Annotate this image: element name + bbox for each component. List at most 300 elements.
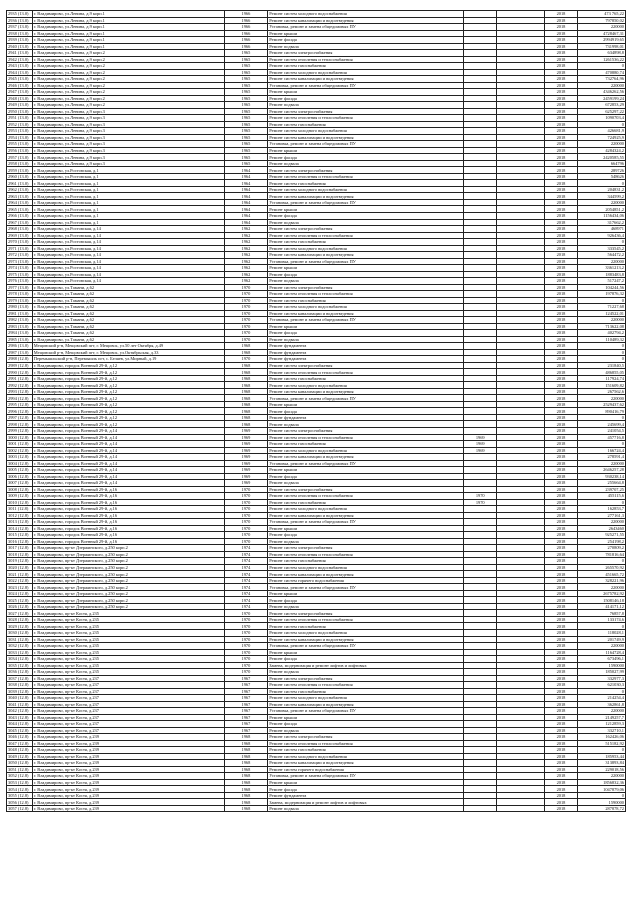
address-cell: г. Владимирово, ул.Ростовская, д.1 bbox=[32, 193, 224, 200]
work-type-cell: Ремонт систем канализации и водоотведения bbox=[268, 760, 464, 767]
row-number-cell: 3015 (12.8) bbox=[7, 532, 33, 539]
row-number-cell: 3020 (12.8) bbox=[7, 564, 33, 571]
work-type-cell: Ремонт подвала bbox=[268, 421, 464, 428]
build-year-cell: 1970 bbox=[224, 317, 268, 324]
row-number-cell: 3003 (12.8) bbox=[7, 454, 33, 461]
address-cell: г. Владимирово, ул.Тамани, д.62 bbox=[32, 317, 224, 324]
document-page bbox=[6, 10, 626, 812]
cost-cell: 197876,32 bbox=[577, 291, 625, 298]
cost-cell: 732764,96 bbox=[577, 76, 625, 83]
address-cell: г. Владимирово, пр-кт Костя, д.239 bbox=[32, 773, 224, 780]
work-type-cell: Ремонт крыши bbox=[268, 323, 464, 330]
plan-year-cell: 2018 bbox=[545, 50, 578, 57]
address-cell: г. Владимирово, городок Военный 29-й, д.16 bbox=[32, 486, 224, 493]
plan-year-cell: 2018 bbox=[545, 753, 578, 760]
work-type-cell: Установка, ремонт и замена общедомовых ПУ bbox=[268, 460, 464, 467]
build-year-cell: 1969 bbox=[224, 480, 268, 487]
work-type-cell: Ремонт систем холодного водоснабжения bbox=[268, 186, 464, 193]
plan-year-cell: 2018 bbox=[545, 675, 578, 682]
address-cell: г. Владимирово, ул.Ленина, д.9 корп.3 bbox=[32, 115, 224, 122]
build-year-cell: 1968 bbox=[224, 408, 268, 415]
row-number-cell: 3009 (12.8) bbox=[7, 493, 33, 500]
work-type-cell: Ремонт подвала bbox=[268, 102, 464, 109]
work-type-cell: Ремонт систем газоснабжения bbox=[268, 623, 464, 630]
plan-year-cell: 2018 bbox=[545, 460, 578, 467]
plan-year-cell: 2018 bbox=[545, 805, 578, 812]
build-year-cell: 1974 bbox=[224, 545, 268, 552]
cost-cell: 0 bbox=[577, 499, 625, 506]
work-type-cell: Установка, ремонт и замена общедомовых ПУ bbox=[268, 708, 464, 715]
plan-year-cell: 2018 bbox=[545, 108, 578, 115]
work-type-cell: Ремонт крыши bbox=[268, 30, 464, 37]
plan-year-cell: 2018 bbox=[545, 786, 578, 793]
build-year-cell: 1964 bbox=[224, 193, 268, 200]
cost-cell: 402794,2 bbox=[577, 330, 625, 337]
plan-year-cell: 2018 bbox=[545, 499, 578, 506]
work-type-cell: Ремонт фундамента bbox=[268, 414, 464, 421]
cost-cell: 0 bbox=[577, 297, 625, 304]
work-type-cell: Ремонт систем холодного водоснабжения bbox=[268, 629, 464, 636]
build-year-cell: 1970 bbox=[224, 323, 268, 330]
row-number-cell: 3037 (12.8) bbox=[7, 675, 33, 682]
build-year-cell: 1965 bbox=[224, 102, 268, 109]
plan-year-cell: 2018 bbox=[545, 714, 578, 721]
row-number-cell: 2936 (13.0) bbox=[7, 17, 33, 24]
work-type-cell: Ремонт фасада bbox=[268, 721, 464, 728]
cost-cell: 0 bbox=[577, 747, 625, 754]
build-year-cell: 1974 bbox=[224, 551, 268, 558]
build-year-cell: 1969 bbox=[224, 447, 268, 454]
address-cell: г. Владимирово, городок Военный 29-й, д.14 bbox=[32, 454, 224, 461]
plan-year-cell: 2018 bbox=[545, 545, 578, 552]
plan-year-cell: 2018 bbox=[545, 467, 578, 474]
cost-cell: 220000 bbox=[577, 317, 625, 324]
cost-cell: 713622,08 bbox=[577, 323, 625, 330]
cost-cell: 220000 bbox=[577, 258, 625, 265]
plan-year-cell: 2018 bbox=[545, 232, 578, 239]
row-number-cell: 2990 (12.8) bbox=[7, 369, 33, 376]
address-cell: г. Владимирово, ул.Ленина, д.9 корп.2 bbox=[32, 69, 224, 76]
row-number-cell: 2987 (13.0) bbox=[7, 349, 33, 356]
work-type-cell: Ремонт подвала bbox=[268, 669, 464, 676]
row-number-cell: 3000 (12.8) bbox=[7, 434, 33, 441]
cost-cell: 245699,4 bbox=[577, 421, 625, 428]
cost-cell: 332977,3 bbox=[577, 675, 625, 682]
row-number-cell: 3048 (12.8) bbox=[7, 747, 33, 754]
row-number-cell: 2938 (13.0) bbox=[7, 30, 33, 37]
row-number-cell: 3013 (12.8) bbox=[7, 519, 33, 526]
extra-year-cell: 1970 bbox=[464, 499, 497, 506]
build-year-cell: 1970 bbox=[224, 610, 268, 617]
address-cell: г. Владимирово, ул.Ростовская, д.14 bbox=[32, 265, 224, 272]
work-type-cell: Ремонт фасада bbox=[268, 597, 464, 604]
row-number-cell: 2982 (13.0) bbox=[7, 317, 33, 324]
row-number-cell: 2950 (13.0) bbox=[7, 108, 33, 115]
work-type-cell: Ремонт систем отопления и теплоснабжения bbox=[268, 682, 464, 689]
cost-cell: 0 bbox=[577, 121, 625, 128]
build-year-cell: 1974 bbox=[224, 571, 268, 578]
plan-year-cell: 2018 bbox=[545, 141, 578, 148]
address-cell: г. Владимирово, городок Военный 29-й, д.16 bbox=[32, 493, 224, 500]
work-type-cell: Установка, ремонт и замена общедомовых ПУ bbox=[268, 395, 464, 402]
work-type-cell: Ремонт крыши bbox=[268, 590, 464, 597]
cost-cell: 625297,22 bbox=[577, 108, 625, 115]
cost-cell: 0 bbox=[577, 688, 625, 695]
plan-year-cell: 2018 bbox=[545, 252, 578, 259]
cost-cell: 2420585,55 bbox=[577, 154, 625, 161]
plan-year-cell: 2018 bbox=[545, 577, 578, 584]
work-type-cell: Ремонт крыши bbox=[268, 779, 464, 786]
cost-cell: 3361213,2 bbox=[577, 265, 625, 272]
work-type-cell: Замена, модернизация и ремонт лифтов и лифтовых bbox=[268, 799, 464, 806]
address-cell: г. Владимирово, городок Военный 29-й, д.12 bbox=[32, 414, 224, 421]
plan-year-cell: 2018 bbox=[545, 636, 578, 643]
address-cell: г. Владимирово, ул.Ленина, д.9 корп.3 bbox=[32, 147, 224, 154]
plan-year-cell: 2018 bbox=[545, 610, 578, 617]
cost-cell: 201749,9 bbox=[577, 636, 625, 643]
plan-year-cell: 2018 bbox=[545, 708, 578, 715]
plan-year-cell: 2018 bbox=[545, 441, 578, 448]
work-type-cell: Ремонт систем канализации и водоотведения bbox=[268, 701, 464, 708]
build-year-cell: 1968 bbox=[224, 349, 268, 356]
row-number-cell: 2976 (13.0) bbox=[7, 278, 33, 285]
address-cell: г. Владимирово, ул.Ростовская, д.14 bbox=[32, 239, 224, 246]
cost-cell: 1156434,06 bbox=[577, 212, 625, 219]
address-cell: г. Владимирово, ул.Тамани, д.62 bbox=[32, 284, 224, 291]
address-cell: г. Владимирово, пр-кт Костя, д.235 bbox=[32, 610, 224, 617]
work-type-cell: Ремонт систем газоснабжения bbox=[268, 297, 464, 304]
address-cell: г. Владимирово, городок Военный 29-й, д.12 bbox=[32, 369, 224, 376]
cost-cell: 110489,32 bbox=[577, 336, 625, 343]
work-type-cell: Ремонт фасада bbox=[268, 212, 464, 219]
work-type-cell: Ремонт фундамента bbox=[268, 792, 464, 799]
build-year-cell: 1965 bbox=[224, 82, 268, 89]
build-year-cell: 1970 bbox=[224, 656, 268, 663]
cost-cell: 1047879,06 bbox=[577, 786, 625, 793]
cost-cell: 2054851,2 bbox=[577, 206, 625, 213]
build-year-cell: 1968 bbox=[224, 401, 268, 408]
address-cell: г. Владимирово, пр-кт Костя, д.239 bbox=[32, 805, 224, 812]
address-cell: г. Владимирово, пр-кт Костя, д.239 bbox=[32, 779, 224, 786]
build-year-cell: 1964 bbox=[224, 206, 268, 213]
work-type-cell: Ремонт систем отопления и теплоснабжения bbox=[268, 232, 464, 239]
build-year-cell: 1968 bbox=[224, 786, 268, 793]
address-cell: г. Владимирово, пр-кт Костя, д.237 bbox=[32, 714, 224, 721]
cost-cell: 267562,6 bbox=[577, 388, 625, 395]
cost-cell: 220000 bbox=[577, 199, 625, 206]
work-type-cell: Ремонт систем горячего водоснабжения bbox=[268, 766, 464, 773]
row-number-cell: 2972 (13.0) bbox=[7, 252, 33, 259]
plan-year-cell: 2018 bbox=[545, 219, 578, 226]
plan-year-cell: 2018 bbox=[545, 180, 578, 187]
work-type-cell: Ремонт фасада bbox=[268, 95, 464, 102]
cost-cell: 0 bbox=[577, 792, 625, 799]
address-cell: г. Владимирово, ул.Ростовская, д.14 bbox=[32, 252, 224, 259]
address-cell: г. Владимирово, ул.Ленина, д.9 корп.1 bbox=[32, 30, 224, 37]
work-type-cell: Ремонт систем канализации и водоотведения bbox=[268, 571, 464, 578]
row-number-cell: 2958 (13.0) bbox=[7, 160, 33, 167]
work-type-cell: Установка, ремонт и замена общедомовых ПУ bbox=[268, 317, 464, 324]
work-type-cell: Ремонт систем холодного водоснабжения bbox=[268, 11, 464, 18]
extra-year-cell bbox=[464, 805, 497, 812]
plan-year-cell: 2018 bbox=[545, 799, 578, 806]
plan-year-cell: 2018 bbox=[545, 590, 578, 597]
build-year-cell: 1968 bbox=[224, 747, 268, 754]
row-number-cell: 3035 (12.8) bbox=[7, 662, 33, 669]
work-type-cell: Установка, ремонт и замена общедомовых ПУ bbox=[268, 82, 464, 89]
build-year-cell: 1968 bbox=[224, 369, 268, 376]
build-year-cell: 1962 bbox=[224, 258, 268, 265]
work-type-cell: Установка, ремонт и замена общедомовых ПУ bbox=[268, 643, 464, 650]
build-year-cell: 1968 bbox=[224, 388, 268, 395]
work-type-cell: Ремонт систем отопления и теплоснабжения bbox=[268, 434, 464, 441]
plan-year-cell: 2018 bbox=[545, 37, 578, 44]
cost-cell: 455115,6 bbox=[577, 493, 625, 500]
address-cell: г. Владимирово, ул.Ленина, д.9 корп.1 bbox=[32, 24, 224, 31]
work-type-cell: Ремонт крыши bbox=[268, 525, 464, 532]
cost-cell: 278591,4 bbox=[577, 454, 625, 461]
work-type-cell: Ремонт подвала bbox=[268, 727, 464, 734]
address-cell: г. Владимирово, городок Военный 29-й, д.14 bbox=[32, 473, 224, 480]
work-type-cell: Ремонт систем электроснабжения bbox=[268, 284, 464, 291]
address-cell: г. Владимирово, ул.Ленина, д.9 корп.3 bbox=[32, 121, 224, 128]
address-cell: г. Владимирово, ул.Ленина, д.9 корп.2 bbox=[32, 50, 224, 57]
cost-cell: 2646257,28 bbox=[577, 467, 625, 474]
plan-year-cell: 2018 bbox=[545, 727, 578, 734]
work-type-cell: Ремонт фасада bbox=[268, 473, 464, 480]
address-cell: г. Владимирово, пр-кт Дзержинского, д.250 корп.2 bbox=[32, 545, 224, 552]
plan-year-cell: 2018 bbox=[545, 721, 578, 728]
table-row bbox=[7, 805, 626, 812]
address-cell: г. Владимирово, пр-кт Костя, д.235 bbox=[32, 616, 224, 623]
address-cell: г. Владимирово, пр-кт Костя, д.235 bbox=[32, 636, 224, 643]
work-type-cell: Ремонт подвала bbox=[268, 805, 464, 812]
work-type-cell: Ремонт систем газоснабжения bbox=[268, 239, 464, 246]
cost-cell: 185953,44 bbox=[577, 753, 625, 760]
address-cell: г. Владимирово, ул.Ленина, д.9 корп.3 bbox=[32, 160, 224, 167]
build-year-cell: 1970 bbox=[224, 636, 268, 643]
address-cell: г. Владимирово, городок Военный 29-й, д.16 bbox=[32, 499, 224, 506]
cost-cell: 0 bbox=[577, 343, 625, 350]
build-year-cell: 1974 bbox=[224, 564, 268, 571]
address-cell: г. Владимирово, ул.Ленина, д.9 корп.2 bbox=[32, 76, 224, 83]
cost-cell: 162426,06 bbox=[577, 734, 625, 741]
row-number-cell: 2964 (13.0) bbox=[7, 199, 33, 206]
build-year-cell: 1965 bbox=[224, 115, 268, 122]
plan-year-cell: 2018 bbox=[545, 584, 578, 591]
address-cell: г. Владимирово, ул.Ростовская, д.14 bbox=[32, 226, 224, 233]
cost-cell: 133174,6 bbox=[577, 616, 625, 623]
row-number-cell: 3049 (12.8) bbox=[7, 753, 33, 760]
build-year-cell: 1970 bbox=[224, 330, 268, 337]
address-cell: г. Владимирово, ул.Тамани, д.62 bbox=[32, 336, 224, 343]
address-cell: г. Владимирово, пр-кт Костя, д.237 bbox=[32, 675, 224, 682]
build-year-cell: 1967 bbox=[224, 688, 268, 695]
build-year-cell: 1968 bbox=[224, 734, 268, 741]
work-type-cell: Установка, ремонт и замена общедомовых ПУ bbox=[268, 519, 464, 526]
cost-cell: 0 bbox=[577, 349, 625, 356]
work-type-cell: Ремонт систем электроснабжения bbox=[268, 167, 464, 174]
cost-cell: 204831,2 bbox=[577, 186, 625, 193]
work-type-cell: Ремонт систем холодного водоснабжения bbox=[268, 69, 464, 76]
build-year-cell: 1962 bbox=[224, 226, 268, 233]
row-number-cell: 3052 (12.8) bbox=[7, 773, 33, 780]
row-number-cell: 2959 (13.0) bbox=[7, 167, 33, 174]
row-number-cell: 2978 (13.0) bbox=[7, 291, 33, 298]
row-number-cell: 3005 (12.8) bbox=[7, 467, 33, 474]
build-year-cell: 1970 bbox=[224, 662, 268, 669]
build-year-cell: 1970 bbox=[224, 538, 268, 545]
address-cell: г. Владимирово, пр-кт Костя, д.235 bbox=[32, 643, 224, 650]
cost-cell: 473 765,22 bbox=[577, 11, 625, 18]
address-cell: г. Владимирово, ул.Ленина, д.9 корп.2 bbox=[32, 95, 224, 102]
plan-year-cell: 2018 bbox=[545, 278, 578, 285]
work-type-cell: Ремонт систем отопления и теплоснабжения bbox=[268, 616, 464, 623]
work-type-cell: Ремонт систем канализации и водоотведения bbox=[268, 388, 464, 395]
cost-cell: 4728467,31 bbox=[577, 30, 625, 37]
build-year-cell: 1968 bbox=[224, 414, 268, 421]
row-number-cell: 2993 (12.8) bbox=[7, 388, 33, 395]
row-number-cell: 2983 (13.0) bbox=[7, 323, 33, 330]
plan-year-cell: 2018 bbox=[545, 551, 578, 558]
plan-year-cell: 2018 bbox=[545, 102, 578, 109]
address-cell: г. Владимирово, ул.Ростовская, д.14 bbox=[32, 278, 224, 285]
work-type-cell: Ремонт крыши bbox=[268, 147, 464, 154]
row-number-cell: 3011 (12.8) bbox=[7, 506, 33, 513]
row-number-cell: 2961 (13.0) bbox=[7, 180, 33, 187]
row-number-cell: 2996 (12.8) bbox=[7, 408, 33, 415]
plan-year-cell: 2018 bbox=[545, 734, 578, 741]
address-cell: г. Владимирово, ул.Ленина, д.9 корп.1 bbox=[32, 37, 224, 44]
address-cell: г. Владимирово, ул.Ростовская, д.14 bbox=[32, 245, 224, 252]
row-number-cell: 2951 (13.0) bbox=[7, 115, 33, 122]
address-cell: г. Владимирово, ул.Ростовская, д.1 bbox=[32, 173, 224, 180]
plan-year-cell: 2018 bbox=[545, 239, 578, 246]
address-cell: г. Владимирово, ул.Ленина, д.9 корп.3 bbox=[32, 134, 224, 141]
cost-cell: 71227,68 bbox=[577, 304, 625, 311]
build-year-cell: 1970 bbox=[224, 649, 268, 656]
row-number-cell: 2965 (13.0) bbox=[7, 206, 33, 213]
build-year-cell: 1965 bbox=[224, 121, 268, 128]
address-cell: г. Владимирово, пр-кт Костя, д.237 bbox=[32, 721, 224, 728]
address-cell: г. Владимирово, ул.Ленина, д.9 корп.1 bbox=[32, 11, 224, 18]
address-cell: Перемышльский р-н, Перемышль пгт, с. Беляев, ул.Мирный, д.19 bbox=[32, 356, 224, 363]
plan-year-cell: 2018 bbox=[545, 11, 578, 18]
cost-cell: 426681,9 bbox=[577, 128, 625, 135]
work-type-cell: Ремонт крыши bbox=[268, 89, 464, 96]
plan-year-cell: 2018 bbox=[545, 212, 578, 219]
work-type-cell: Ремонт систем отопления и теплоснабжения bbox=[268, 551, 464, 558]
cost-cell: 517247,2 bbox=[577, 278, 625, 285]
plan-year-cell: 2018 bbox=[545, 414, 578, 421]
cost-cell: 731998,01 bbox=[577, 43, 625, 50]
build-year-cell: 1965 bbox=[224, 108, 268, 115]
address-cell: г. Владимирово, городок Военный 29-й, д.14 bbox=[32, 447, 224, 454]
address-cell: г. Владимирово, городок Военный 29-й, д.12 bbox=[32, 421, 224, 428]
extra-year-cell: 1970 bbox=[464, 493, 497, 500]
row-number-cell: 3050 (12.8) bbox=[7, 760, 33, 767]
work-type-cell: Ремонт систем холодного водоснабжения bbox=[268, 382, 464, 389]
cost-cell: 220000 bbox=[577, 395, 625, 402]
row-number-cell: 2997 (12.8) bbox=[7, 414, 33, 421]
cost-cell: 118028,1 bbox=[577, 629, 625, 636]
build-year-cell: 1968 bbox=[224, 753, 268, 760]
row-number-cell: 2971 (13.0) bbox=[7, 245, 33, 252]
plan-year-cell: 2018 bbox=[545, 128, 578, 135]
work-type-cell: Ремонт систем холодного водоснабжения bbox=[268, 447, 464, 454]
row-number-cell: 3045 (12.8) bbox=[7, 727, 33, 734]
plan-year-cell: 2018 bbox=[545, 493, 578, 500]
plan-year-cell: 2018 bbox=[545, 56, 578, 63]
work-type-cell: Ремонт фундамента bbox=[268, 356, 464, 363]
row-number-cell: 2969 (13.0) bbox=[7, 232, 33, 239]
address-cell: г. Владимирово, пр-кт Костя, д.235 bbox=[32, 623, 224, 630]
cost-cell: 220000 bbox=[577, 141, 625, 148]
row-number-cell: 2999 (12.8) bbox=[7, 428, 33, 435]
cost-cell: 1261536,22 bbox=[577, 56, 625, 63]
address-cell: г. Владимирово, пр-кт Костя, д.235 bbox=[32, 656, 224, 663]
build-year-cell: 1974 bbox=[224, 577, 268, 584]
plan-year-cell: 2018 bbox=[545, 564, 578, 571]
work-type-cell: Установка, ремонт и замена общедомовых ПУ bbox=[268, 258, 464, 265]
address-cell: г. Владимирово, пр-кт Костя, д.237 bbox=[32, 688, 224, 695]
address-cell: г. Владимирово, городок Военный 29-й, д.12 bbox=[32, 382, 224, 389]
build-year-cell: 1962 bbox=[224, 265, 268, 272]
cost-cell: 926436,4 bbox=[577, 232, 625, 239]
plan-year-cell: 2018 bbox=[545, 121, 578, 128]
build-year-cell: 1970 bbox=[224, 486, 268, 493]
plan-year-cell: 2018 bbox=[545, 291, 578, 298]
address-cell: г. Владимирово, ул.Ленина, д.9 корп.3 bbox=[32, 141, 224, 148]
work-type-cell: Ремонт систем холодного водоснабжения bbox=[268, 245, 464, 252]
work-type-cell: Ремонт фундамента bbox=[268, 343, 464, 350]
plan-year-cell: 2018 bbox=[545, 154, 578, 161]
work-type-cell: Установка, ремонт и замена общедомовых ПУ bbox=[268, 773, 464, 780]
build-year-cell: 1962 bbox=[224, 245, 268, 252]
build-year-cell: 1962 bbox=[224, 239, 268, 246]
row-number-cell: 3019 (12.8) bbox=[7, 558, 33, 565]
cost-cell: 328221,96 bbox=[577, 577, 625, 584]
row-number-cell: 2985 (13.0) bbox=[7, 336, 33, 343]
work-type-cell: Ремонт крыши bbox=[268, 265, 464, 272]
plan-year-cell: 2018 bbox=[545, 603, 578, 610]
build-year-cell: 1968 bbox=[224, 773, 268, 780]
plan-year-cell: 2018 bbox=[545, 167, 578, 174]
build-year-cell: 1965 bbox=[224, 141, 268, 148]
row-number-cell: 2994 (12.8) bbox=[7, 395, 33, 402]
build-year-cell: 1970 bbox=[224, 532, 268, 539]
address-cell: г. Владимирово, городок Военный 29-й, д.12 bbox=[32, 401, 224, 408]
plan-year-cell: 2018 bbox=[545, 304, 578, 311]
address-cell: г. Владимирово, городок Военный 29-й, д.16 bbox=[32, 538, 224, 545]
row-number-cell: 3018 (12.8) bbox=[7, 551, 33, 558]
row-number-cell: 3032 (12.8) bbox=[7, 643, 33, 650]
row-number-cell: 2957 (13.0) bbox=[7, 154, 33, 161]
address-cell: г. Владимирово, городок Военный 29-й, д.12 bbox=[32, 408, 224, 415]
extra-year-cell: 1969 bbox=[464, 447, 497, 454]
work-type-cell: Ремонт систем газоснабжения bbox=[268, 375, 464, 382]
address-cell: г. Владимирово, пр-кт Костя, д.239 bbox=[32, 799, 224, 806]
build-year-cell: 1974 bbox=[224, 590, 268, 597]
address-cell: г. Владимирово, ул.Ленина, д.9 корп.2 bbox=[32, 102, 224, 109]
row-number-cell: 3007 (12.8) bbox=[7, 480, 33, 487]
address-cell: г. Владимирово, ул.Ленина, д.9 корп.3 bbox=[32, 154, 224, 161]
plan-year-cell: 2018 bbox=[545, 747, 578, 754]
build-year-cell: 1970 bbox=[224, 499, 268, 506]
build-year-cell: 1964 bbox=[224, 167, 268, 174]
cost-cell: 362861,8 bbox=[577, 701, 625, 708]
row-number-cell: 2939 (13.0) bbox=[7, 37, 33, 44]
